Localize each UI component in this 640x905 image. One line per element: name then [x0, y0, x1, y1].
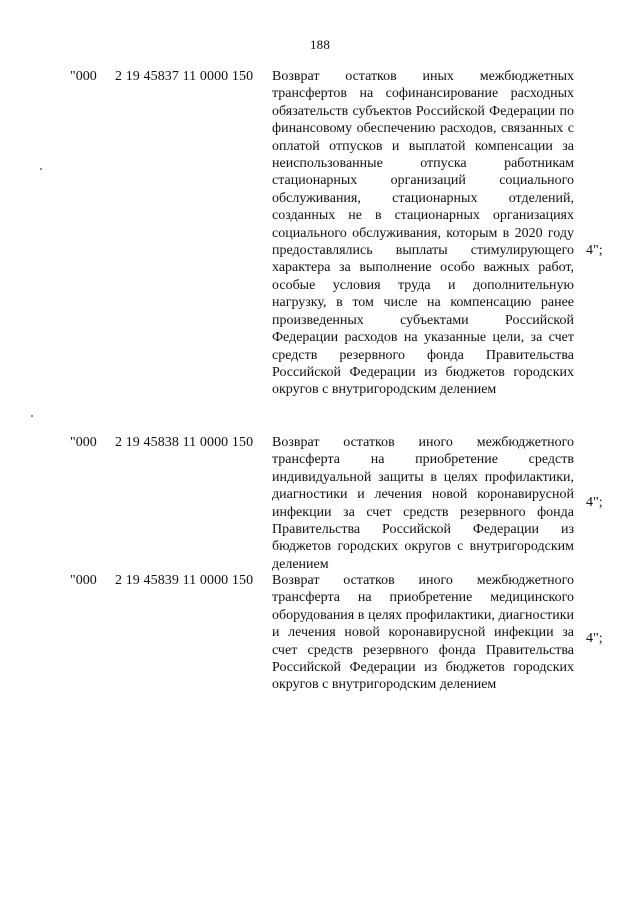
budget-code: 2 19 45839 11 0000 150: [115, 573, 254, 588]
row-prefix: "000: [70, 69, 97, 84]
row-prefix: "000: [70, 435, 97, 450]
row-description: Возврат остатков иных межбюджетных трансфертов на софинансирование расходных обязательств субъектов Российской Федерации по финансовому обеспечению расходов, связанных с оплатой отпусков и выплатой компенсации за неиспользованные отпуска работникам стационарных организаций социального обслуживания, стационарных отделений, созданных не в стационарных организациях социального обслуживания, которым в 2020 году предоставлялись выплаты стимулирующего характера за выполнение особо важных работ, особые условия труда и дополнительную нагрузку, в том числе на компенсацию ранее произведенных субъектами Российской Федерации расходов на указанные цели, за счет средств резервного фонда Правительства Российской Федерации из бюджетов городских округов с внутригородским делением: [272, 69, 574, 398]
table-row: [0, 68, 640, 438]
row-suffix: 4";: [586, 495, 603, 510]
row-description: Возврат остатков иного межбюджетного трансферта на приобретение средств индивидуальной защиты в целях профилактики, диагностики и лечения новой коронавирусной инфекции за счет средств резервного фонда Правительства Российской Федерации из бюджетов городских округов с внутригородским делением: [272, 435, 574, 572]
scan-speck: [40, 168, 42, 170]
page-number: 188: [309, 37, 331, 52]
scan-speck: [31, 415, 33, 417]
row-suffix: 4";: [586, 243, 603, 258]
table-row: [0, 572, 640, 722]
budget-code: 2 19 45838 11 0000 150: [115, 435, 254, 450]
budget-code: 2 19 45837 11 0000 150: [115, 69, 254, 84]
row-description: Возврат остатков иного межбюджетного трансферта на приобретение медицинского оборудования в целях профилактики, диагностики и лечения новой коронавирусной инфекции за счет средств резервного фонда Правительства Российской Федерации из бюджетов городских округов с внутригородским делением: [272, 573, 574, 693]
row-prefix: "000: [70, 573, 97, 588]
row-suffix: 4";: [586, 631, 603, 646]
table-row: [0, 434, 640, 574]
